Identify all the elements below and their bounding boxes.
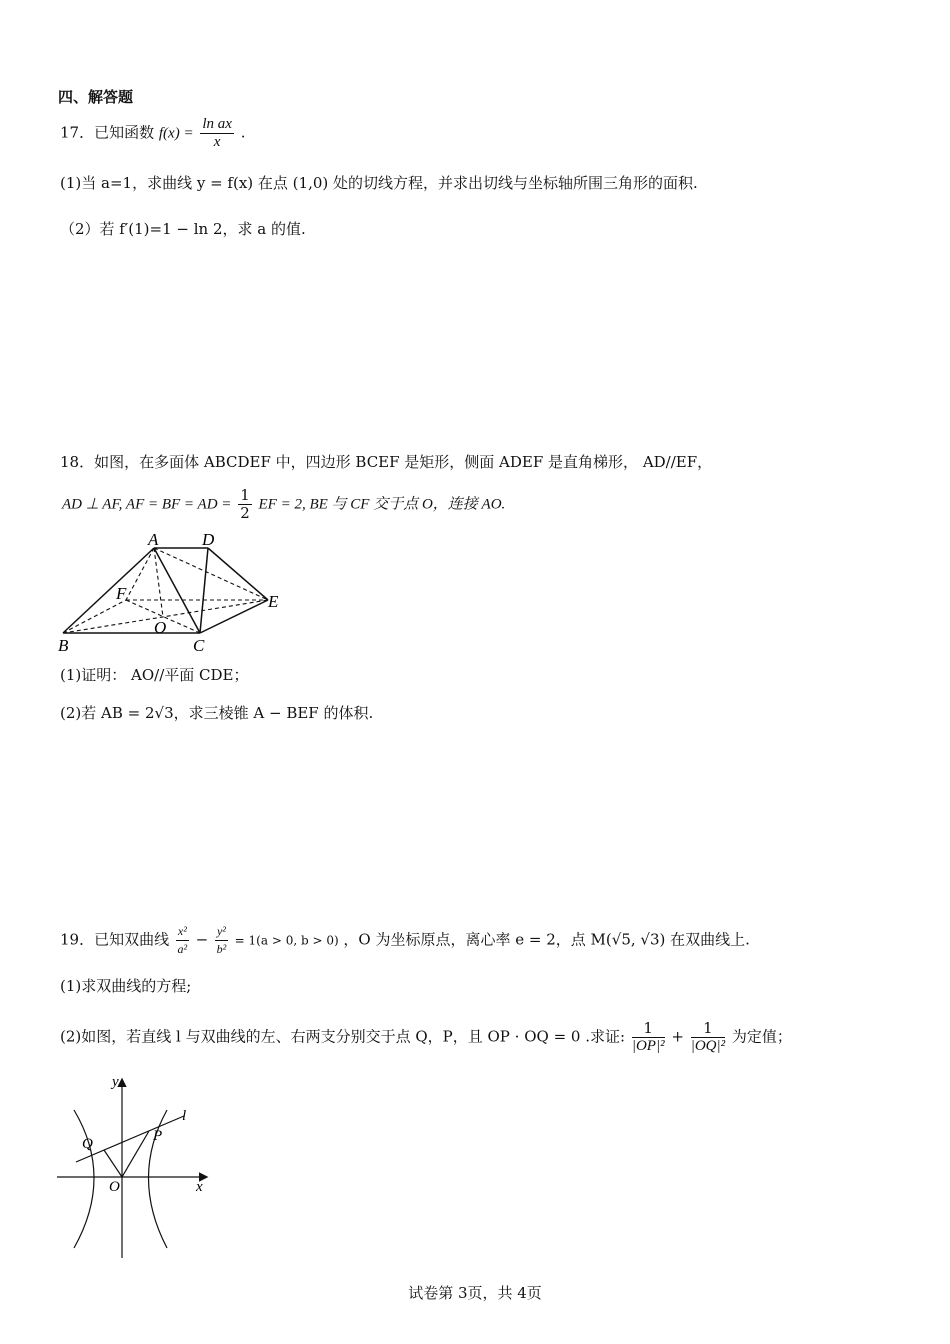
q19-b2: b² xyxy=(216,942,227,956)
q17-lead: 17．已知函数 xyxy=(60,123,155,142)
edge-DC xyxy=(200,548,208,633)
label-P: P xyxy=(153,1128,163,1144)
q19-oq-fraction xyxy=(691,1020,725,1055)
label-y: y xyxy=(112,1074,119,1090)
edge-AE xyxy=(154,548,268,600)
q19-condition: = 1(a > 0, b > 0) xyxy=(234,933,339,948)
q19-op-den: |OP|² xyxy=(631,1038,665,1054)
q17-part2: （2）若 f′(1)=1 − ln 2，求 a 的值. xyxy=(60,220,306,238)
segment-OP xyxy=(122,1131,149,1177)
q19-oq-den: |OQ|² xyxy=(690,1038,726,1054)
q17-func-fraction xyxy=(200,116,234,151)
q19-rest: ，O 为坐标原点，离心率 e = 2，点 M(√5, √3) 在双曲线上. xyxy=(343,930,750,949)
q19-x-fraction xyxy=(176,923,189,958)
edge-CE xyxy=(200,600,268,633)
page-footer: 试卷第 3页，共 4页 xyxy=(408,1284,542,1302)
edge-AO xyxy=(154,548,163,617)
label-E: E xyxy=(268,592,279,611)
q19-lead: 19．已知双曲线 xyxy=(60,930,170,949)
edge-AF xyxy=(126,548,154,600)
q17-part1: (1)当 a=1，求曲线 y = f(x) 在点 (1,0) 处的切线方程，并求出切线与坐标轴所围三角形的面积. xyxy=(60,174,698,192)
q19-part2 xyxy=(60,1020,792,1055)
q18-line2-a: AD ⊥ AF, AF = BF = AD = xyxy=(62,496,232,513)
q19-stem xyxy=(60,923,750,958)
q17-func-denominator: x xyxy=(213,134,221,150)
q19-hyperbola-figure xyxy=(52,1070,217,1260)
q18-part1: (1)证明： AO//平面 CDE； xyxy=(60,666,249,684)
q19-y2: y² xyxy=(215,923,228,941)
q18-polyhedron-figure xyxy=(50,528,300,658)
q17-func-end: . xyxy=(240,123,246,142)
q18-frac-den: 2 xyxy=(240,504,250,522)
q19-minus: − xyxy=(195,930,209,949)
q19-y-fraction xyxy=(215,923,228,958)
q18-stem-line2 xyxy=(62,487,505,522)
q19-plus: + xyxy=(671,1027,684,1046)
label-x: x xyxy=(196,1179,203,1195)
label-B: B xyxy=(58,636,69,655)
q19-op-fraction xyxy=(632,1020,665,1055)
q19-x2: x² xyxy=(176,923,189,941)
section-title: 四、解答题 xyxy=(58,88,134,106)
q18-half-fraction xyxy=(238,487,252,522)
q19-p2-b: 为定值； xyxy=(731,1027,792,1046)
q19-oq-num: 1 xyxy=(691,1020,725,1038)
hyperbola-left-branch xyxy=(74,1110,94,1248)
label-D: D xyxy=(202,530,215,549)
label-O: O xyxy=(154,618,167,637)
q18-part2: (2)若 AB = 2√3，求三棱锥 A − BEF 的体积. xyxy=(60,704,374,722)
label-Q: Q xyxy=(82,1136,93,1152)
label-A: A xyxy=(148,530,159,549)
q19-p2-a: (2)如图，若直线 l 与双曲线的左、右两支分别交于点 Q，P，且 OP · OQ = 0 .求证: xyxy=(60,1027,626,1046)
q18-line2-b: EF = 2, BE 与 CF 交于点 O，连接 AO. xyxy=(258,496,506,513)
edge-DE xyxy=(208,548,268,600)
label-l: l xyxy=(182,1108,187,1124)
q18-stem-line1: 18．如图，在多面体 ABCDEF 中，四边形 BCEF 是矩形，侧面 ADEF 是直角梯形， AD//EF， xyxy=(60,453,713,471)
label-O: O xyxy=(109,1179,120,1195)
q17-func-numerator: ln ax xyxy=(202,116,232,132)
label-F: F xyxy=(116,584,127,603)
q17-func-lhs: f(x) = xyxy=(158,125,194,142)
q19-part1: (1)求双曲线的方程; xyxy=(60,977,192,995)
segment-OQ xyxy=(104,1150,122,1177)
q17-stem xyxy=(60,116,245,151)
label-C: C xyxy=(193,636,205,655)
q18-frac-num: 1 xyxy=(240,486,250,504)
q19-op-num: 1 xyxy=(632,1020,665,1038)
q19-a2: a² xyxy=(177,942,188,956)
